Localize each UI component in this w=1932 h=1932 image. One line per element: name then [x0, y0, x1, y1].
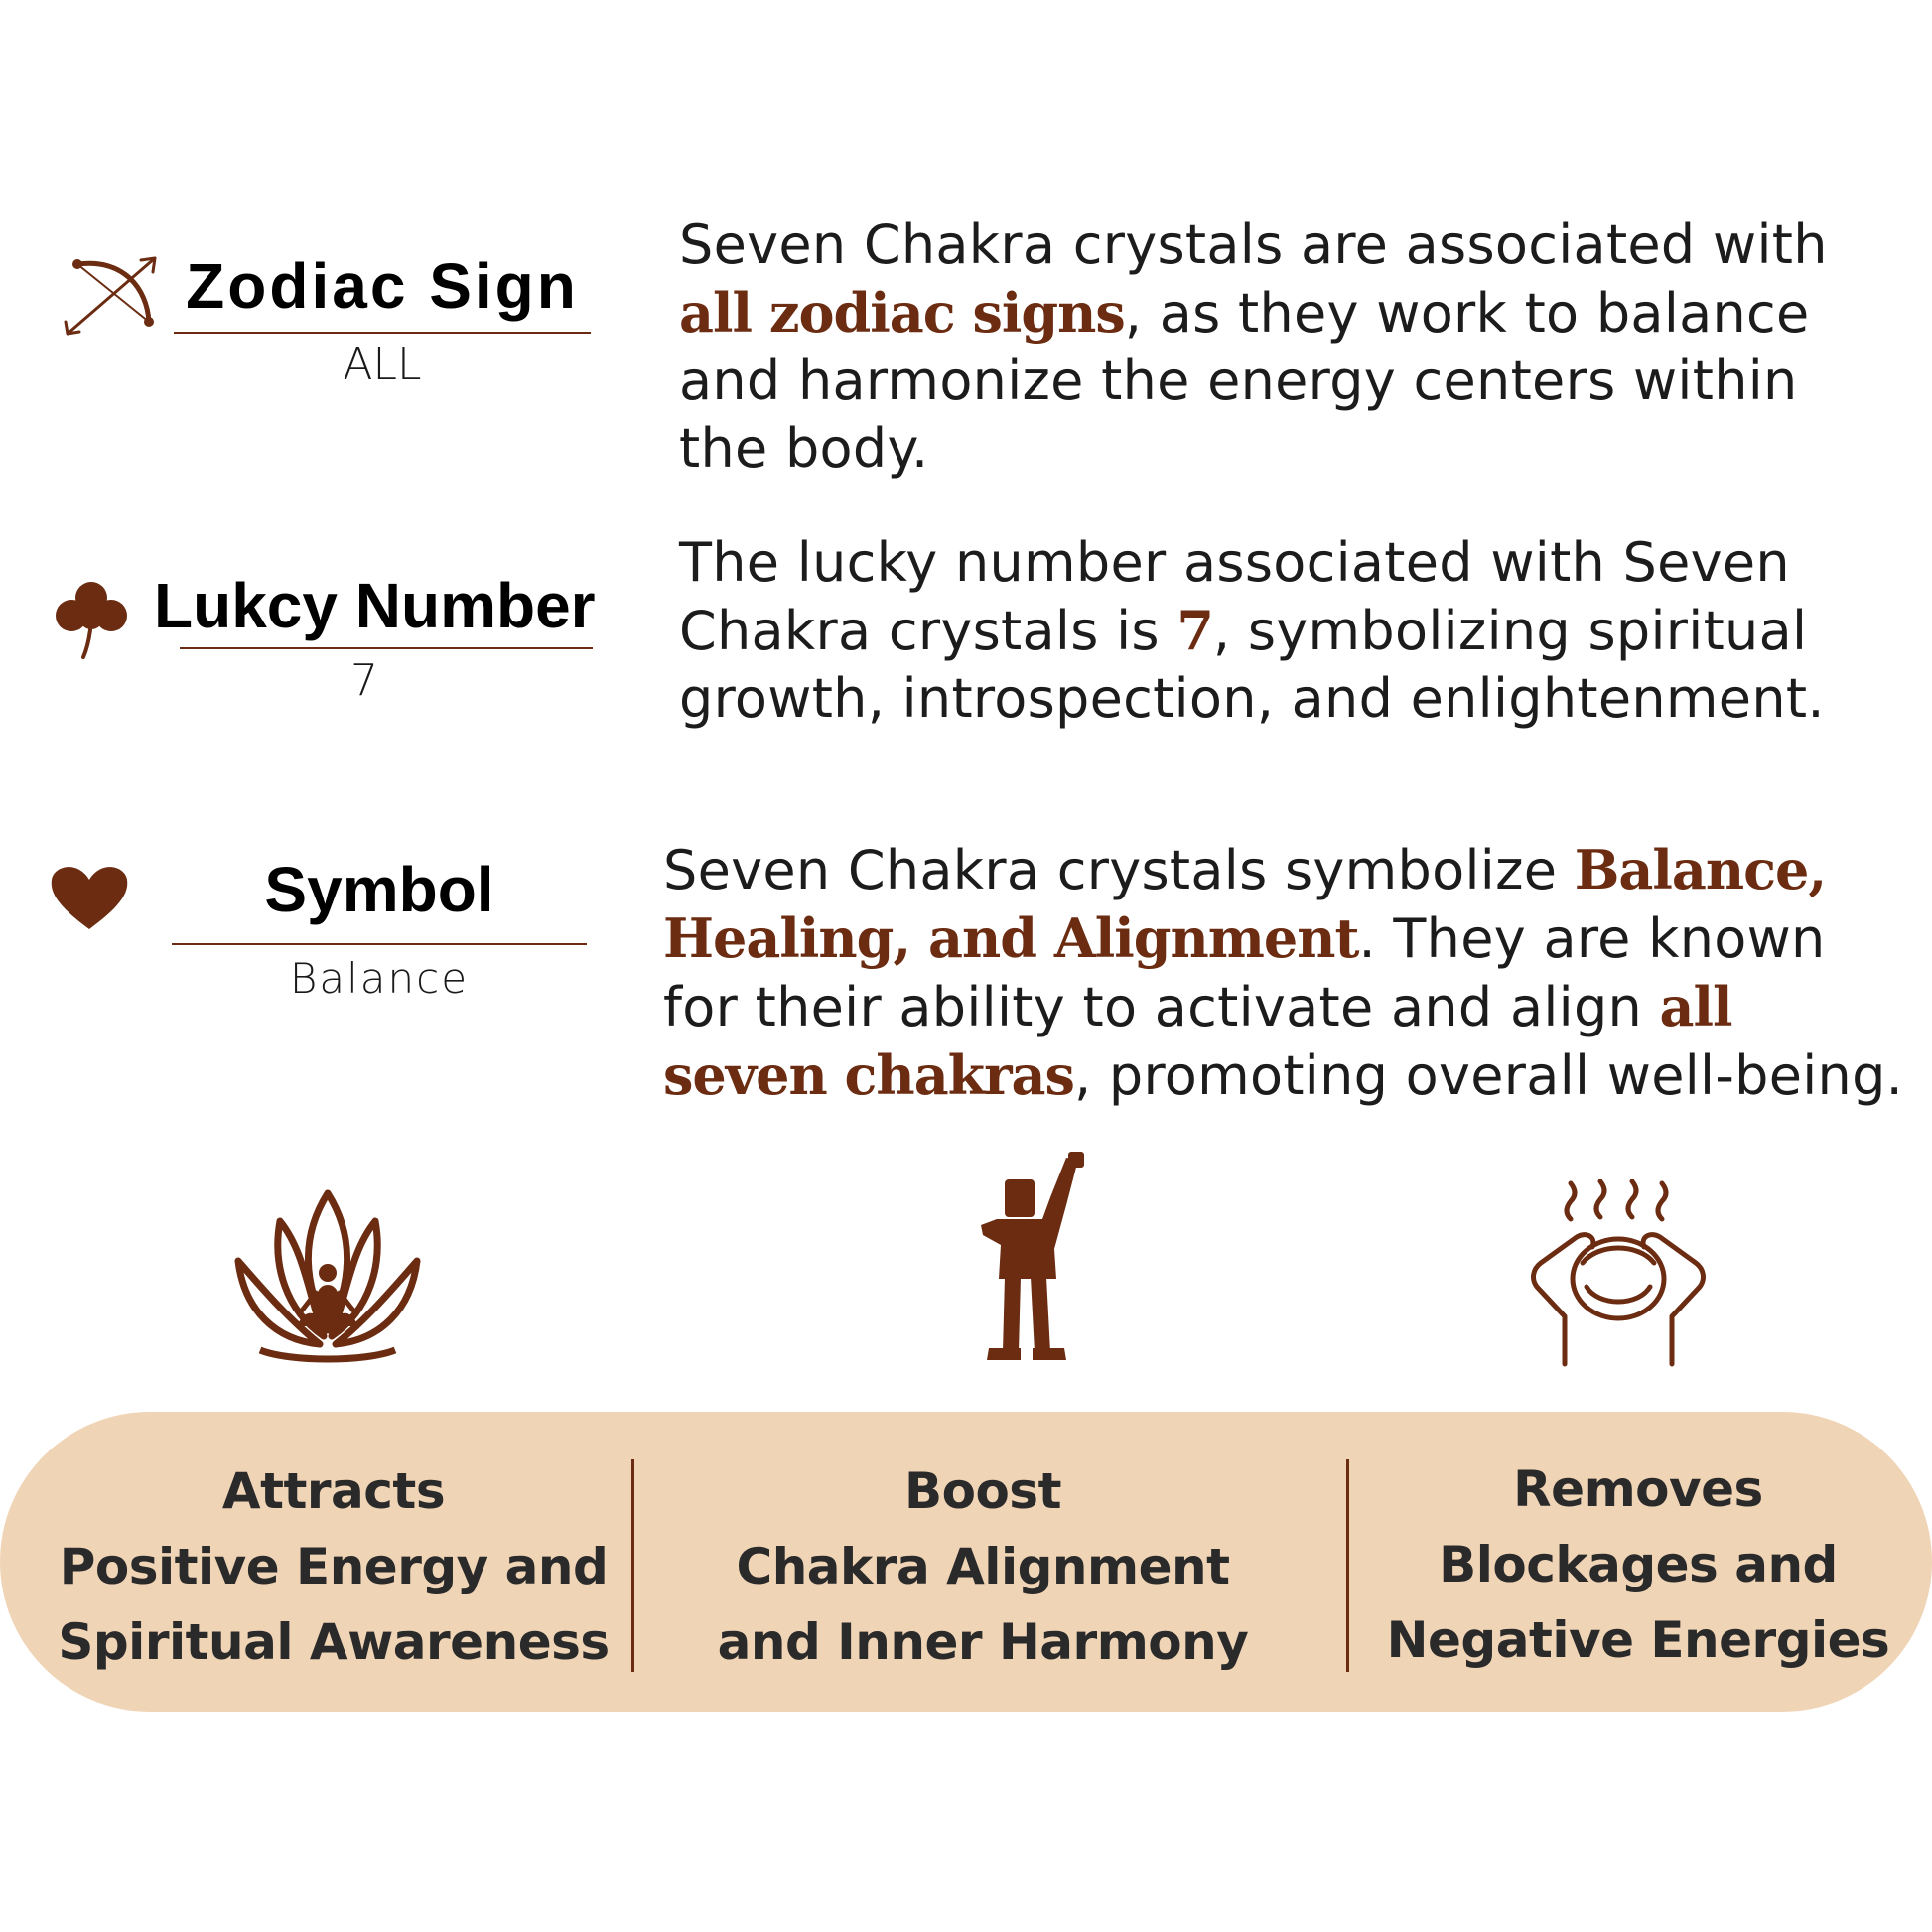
head-relief-icon — [1529, 1179, 1708, 1370]
symbol-desc-text-1: Seven Chakra crystals symbolize — [663, 839, 1575, 901]
zodiac-desc-text-2: , as they work to balance and harmonize the energy centers within the body. — [679, 282, 1810, 480]
heart-icon — [50, 862, 129, 931]
lucky-value: 7 — [350, 655, 378, 706]
symbol-label — [171, 852, 588, 1009]
symbol-desc-highlight-2: all seven chakras — [663, 975, 1732, 1107]
symbol-desc-text-2: . They are known for their ability to activate and align — [663, 907, 1826, 1038]
lucky-label — [144, 568, 640, 711]
benefit-3-line-2: Blockages and — [1439, 1536, 1838, 1593]
lucky-desc-text-1: The lucky number associated with Seven Chakra crystals is — [679, 531, 1790, 662]
symbol-desc-text-3: , promoting overall well-being. — [1073, 1044, 1904, 1107]
benefit-2-line-1: Boost — [904, 1462, 1061, 1520]
benefit-3 — [1350, 1451, 1926, 1678]
lucky-desc-highlight: 7 — [1176, 599, 1213, 662]
symbol-desc-highlight-1: Balance, Healing, and Alignment — [663, 838, 1827, 970]
lotus-meditation-icon — [220, 1181, 435, 1370]
benefit-divider-2 — [1346, 1459, 1349, 1672]
zodiac-label — [149, 248, 616, 395]
symbol-rule — [172, 943, 587, 945]
symbol-description — [663, 836, 1904, 1110]
benefit-2-line-2: Chakra Alignment — [736, 1538, 1230, 1595]
symbol-value: Balance — [289, 954, 470, 1003]
zodiac-value: ALL — [343, 340, 422, 390]
zodiac-rule — [174, 332, 591, 334]
benefit-divider-1 — [631, 1459, 634, 1672]
benefit-1-line-2: Positive Energy and — [59, 1538, 609, 1595]
zodiac-desc-highlight: all zodiac signs — [679, 281, 1125, 345]
benefit-1 — [36, 1453, 631, 1680]
benefit-1-line-1: Attracts — [221, 1462, 446, 1520]
zodiac-title: Zodiac Sign — [186, 250, 579, 322]
zodiac-description — [679, 211, 1870, 483]
bow-arrow-icon — [64, 252, 159, 338]
lucky-desc-text-2: , symbolizing spiritual growth, introspection, and enlightenment. — [679, 600, 1825, 730]
symbol-title: Symbol — [264, 854, 494, 925]
raised-fist-person-icon — [969, 1150, 1092, 1376]
zodiac-desc-text-1: Seven Chakra crystals are associated with — [679, 213, 1828, 276]
benefit-3-line-3: Negative Energies — [1386, 1611, 1890, 1669]
benefit-3-line-1: Removes — [1513, 1460, 1763, 1518]
lucky-description — [679, 529, 1900, 733]
benefit-2 — [685, 1453, 1281, 1680]
benefit-1-line-3: Spiritual Awareness — [58, 1613, 610, 1671]
benefit-2-line-3: and Inner Harmony — [717, 1613, 1249, 1671]
lucky-title: Lukcy Number — [154, 570, 596, 641]
lucky-rule — [180, 647, 593, 649]
clover-icon — [50, 578, 133, 661]
